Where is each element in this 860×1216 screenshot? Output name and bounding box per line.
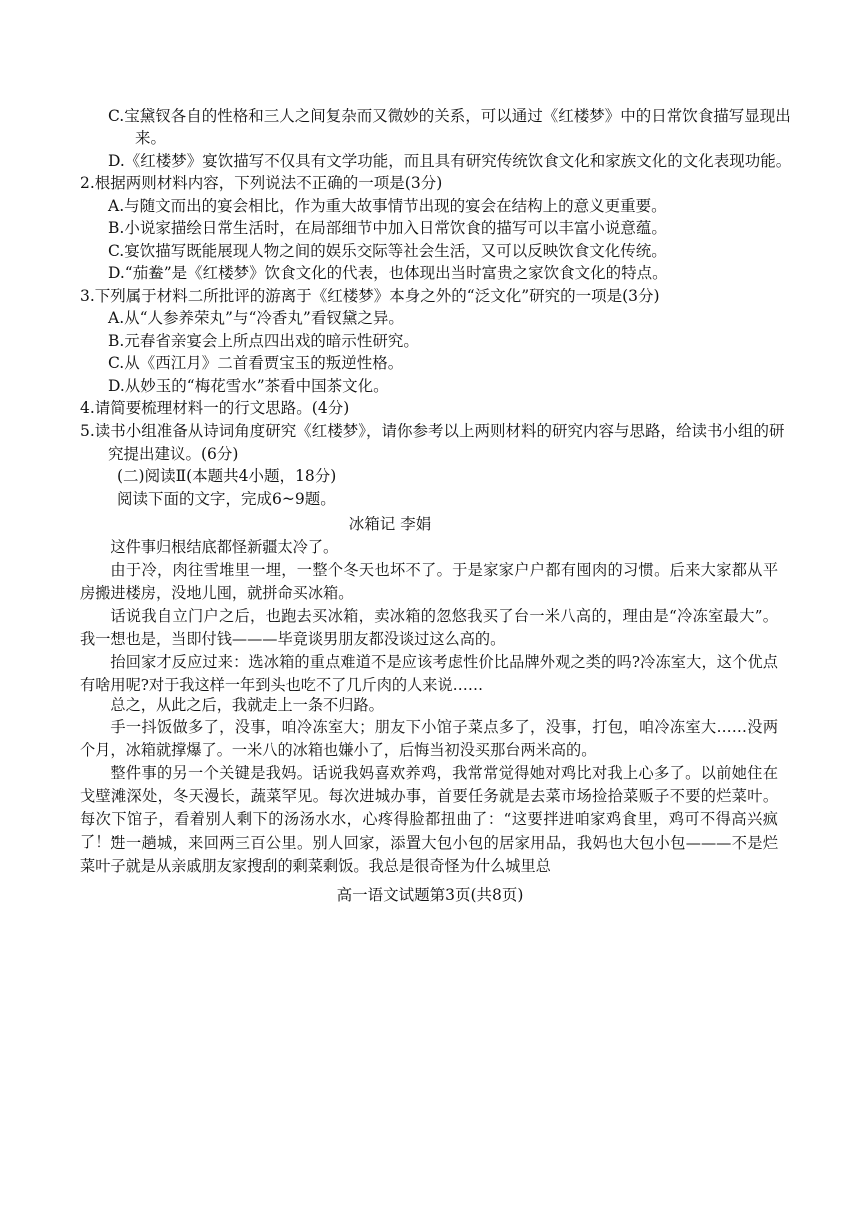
question-3-option-b: B.元春省亲宴会上所点四出戏的暗示性研究。	[108, 332, 419, 350]
question-3-option-d: D.从妙玉的“梅花雪水”茶看中国茶文化。	[108, 377, 389, 395]
question-3-option-c: C.从《西江月》二首看贾宝玉的叛逆性格。	[108, 354, 404, 372]
section-heading: (二)阅读Ⅱ(本题共4小题，18分)	[117, 467, 337, 485]
story-paragraph: 手一抖饭做多了，没事，咱冷冻室大；朋友下小馆子菜点多了，没事，打包，咱冷冻室大……没两个月，冰箱就撑爆了。一米八的冰箱也嫌小了，后悔当初没买那台两米高的。	[80, 718, 778, 759]
question-2-option-d: D.“茄鲞”是《红楼梦》饮食文化的代表，也体现出当时富贵之家饮食文化的特点。	[108, 264, 668, 282]
story-paragraph: 话说我自立门户之后，也跑去买冰箱，卖冰箱的忽悠我买了台一米八高的，理由是“冷冻室最大”。我一想也是，当即付钱———毕竟谈男朋友都没谈过这么高的。	[80, 607, 778, 648]
question-4-stem: 4.请简要梳理材料一的行文思路。(4分)	[80, 399, 350, 417]
question-5-stem-line2: 究提出建议。(6分)	[108, 445, 239, 463]
question-2-stem: 2.根据两则材料内容，下列说法不正确的一项是(3分)	[80, 174, 443, 192]
question-2-option-b: B.小说家描绘日常生活时，在局部细节中加入日常饮食的描写可以丰富小说意蕴。	[108, 219, 667, 237]
story-paragraph: 这件事归根结底都怪新疆太冷了。	[110, 538, 339, 556]
q1-option-c-line2: 来。	[135, 129, 167, 147]
question-2-option-c: C.宴饮描写既能展现人物之间的娱乐交际等社会生活，又可以反映饮食文化传统。	[108, 242, 667, 260]
story-paragraph: 抬回家才反应过来：选冰箱的重点难道不是应该考虑性价比品牌外观之类的吗?冷冻室大，这个优点有啥用呢?对于我这样一年到头也吃不了几斤肉的人来说……	[80, 653, 778, 694]
page-footer: 高一语文试题第3页(共8页)	[336, 886, 524, 904]
question-2-option-a: A.与随文而出的宴会相比，作为重大故事情节出现的宴会在结构上的意义更重要。	[108, 197, 667, 215]
question-3-stem: 3.下列属于材料二所批评的游离于《红楼梦》本身之外的“泛文化”研究的一项是(3分)	[80, 287, 660, 305]
question-5-stem-line1: 5.读书小组准备从诗词角度研究《红楼梦》，请你参考以上两则材料的研究内容与思路，给读书小组的研	[80, 422, 785, 440]
story-paragraph: 整件事的另一个关键是我妈。话说我妈喜欢养鸡，我常常觉得她对鸡比对我上心多了。以前她住在戈壁滩深处，冬天漫长，蔬菜罕见。每次进城办事，首要任务就是去菜市场捡拾菜贩子不要的烂菜叶。每次下馆子，看着别人剩下的汤汤水水，心疼得脸都扭曲了：“这要拌进咱家鸡食里，鸡可不得高兴疯了！”	[80, 764, 778, 851]
story-paragraph: 由于冷，肉往雪堆里一埋，一整个冬天也坏不了。于是家家户户都有囤肉的习惯。后来大家都从平房搬进楼房，没地儿囤，就拼命买冰箱。	[80, 561, 778, 602]
question-3-option-a: A.从“人参养荣丸”与“冷香丸”看钗黛之异。	[108, 309, 404, 327]
story-title: 冰箱记 李娟	[348, 515, 432, 533]
q1-option-c-line1: C.宝黛钗各自的性格和三人之间复杂而又微妙的关系，可以通过《红楼梦》中的日常饮食描写显现出	[108, 107, 791, 125]
section-instruction: 阅读下面的文字，完成6~9题。	[117, 490, 336, 508]
q1-option-d: D.《红楼梦》宴饮描写不仅具有文学功能，而且具有研究传统饮食文化和家族文化的文化表现功能。	[108, 152, 792, 170]
story-paragraph: 总之，从此之后，我就走上一条不归路。	[110, 696, 384, 714]
story-paragraph: 进一趟城，来回两三百公里。别人回家，添置大包小包的居家用品，我妈也大包小包———不是烂菜叶子就是从亲戚朋友家搜刮的剩菜剩饭。我总是很奇怪为什么城里总	[80, 834, 778, 875]
